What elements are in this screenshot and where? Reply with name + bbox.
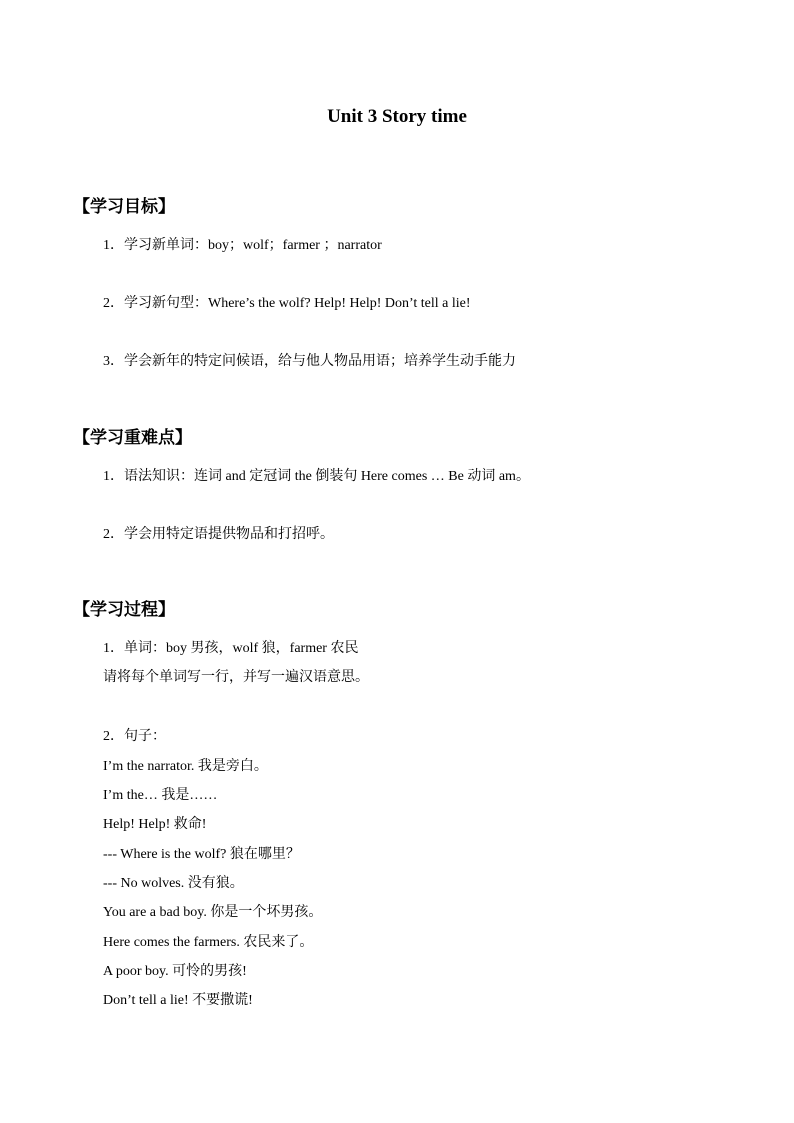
- sentence-line: I’m the narrator. 我是旁白。: [103, 759, 268, 774]
- vocab-line: 1．单词：boy 男孩，wolf 狼，farmer 农民: [103, 641, 359, 656]
- key-point-item-2: 2．学会用特定语提供物品和打招呼。: [103, 527, 334, 542]
- sentence-line: Here comes the farmers. 农民来了。: [103, 935, 314, 950]
- section-heading-process: 【学习过程】: [73, 600, 175, 620]
- vocab-instruction: 请将每个单词写一行，并写一遍汉语意思。: [103, 670, 369, 685]
- sentence-line: You are a bad boy. 你是一个坏男孩。: [103, 905, 323, 920]
- sentence-line: --- No wolves. 没有狼。: [103, 876, 244, 891]
- section-heading-goals: 【学习目标】: [73, 197, 175, 217]
- sentence-line: A poor boy. 可怜的男孩!: [103, 964, 247, 979]
- goal-item-3: 3．学会新年的特定问候语，给与他人物品用语；培养学生动手能力: [103, 354, 516, 369]
- document-title: Unit 3 Story time: [327, 106, 467, 127]
- sentence-line: I’m the… 我是……: [103, 788, 218, 803]
- sentences-label: 2．句子：: [103, 729, 166, 744]
- sentence-line: Help! Help! 救命!: [103, 817, 207, 832]
- goal-item-1: 1．学习新单词：boy；wolf；farmer ；narrator: [103, 238, 382, 253]
- section-heading-key-points: 【学习重难点】: [73, 428, 192, 448]
- goal-item-2: 2．学习新句型：Where’s the wolf? Help! Help! Don’t tell a lie!: [103, 296, 471, 311]
- sentence-line: --- Where is the wolf? 狼在哪里？: [103, 847, 300, 862]
- sentence-line: Don’t tell a lie! 不要撒谎!: [103, 993, 253, 1008]
- key-point-item-1: 1．语法知识：连词 and 定冠词 the 倒装句 Here comes … Be 动词 am。: [103, 469, 530, 484]
